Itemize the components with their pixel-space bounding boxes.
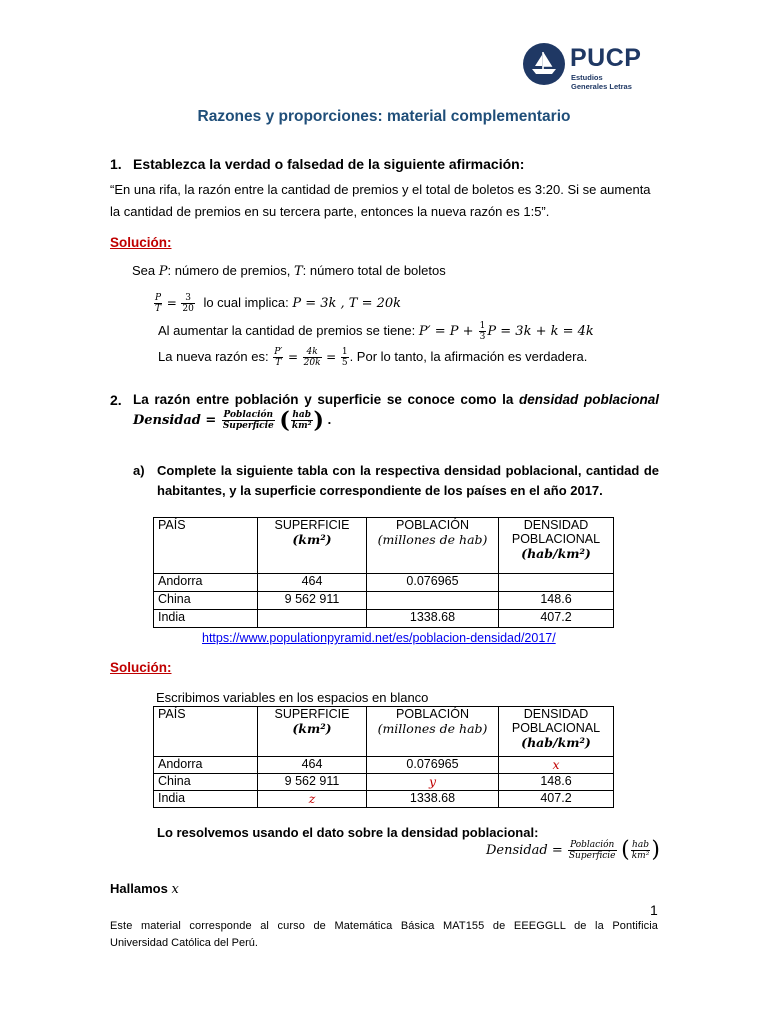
q2-a-line1: Complete la siguiente tabla con la respectiva densidad poblacional, cantidad de (157, 463, 659, 478)
pucp-seal-icon (522, 42, 566, 86)
th2-pais: PAÍS (154, 707, 258, 757)
frac-3-20: $\frac{3}{20}$ (182, 293, 194, 314)
q1-number: 1. (110, 156, 122, 172)
density-word-2: Densidad (486, 842, 548, 858)
frac-1-5: $\frac{1}{5}$ (341, 347, 348, 368)
frac-pob-sup-2: $\frac{\text{Población}}{\text{Superficie}}$ (568, 840, 616, 861)
q2-density-formula: Densidad = $\frac{\text{Población}}{\text{Superficie}}$ ( $\frac{\text{hab}}{\text{km²}}$ ) . (133, 407, 332, 434)
q2-solution-label: Solución: (110, 660, 172, 675)
q2-intro-line (133, 392, 659, 407)
frac-p-t: $\frac{P}{T}$ (155, 293, 162, 314)
conclusion-text: . Por lo tanto, la afirmación es verdadera. (349, 348, 588, 364)
th-poblacion: POBLACIÓN (millones de hab) (367, 518, 499, 574)
var-p: P (158, 264, 168, 279)
q2-term: densidad poblacional (519, 392, 659, 407)
implica-text: lo cual implica: (203, 294, 289, 310)
frac-4k-20k: $\frac{4k}{20k}$ (303, 347, 321, 368)
page-title: Razones y proporciones: material complementario (197, 108, 571, 125)
table2-header-row (154, 707, 614, 757)
q1-sea-line (132, 263, 446, 279)
density-formula-2: Densidad = $\frac{\text{Población}}{\text{Superficie}}$ ( $\frac{\text{hab}}{\text{km²}}$ ) (486, 837, 660, 863)
table-row: India z 1338.68 407.2 (154, 791, 614, 808)
q2-a-line2: habitantes, y la superficie correspondiente de los países en el año 2017. (157, 483, 603, 498)
q1-statement: Establezca la verdad o falsedad de la siguiente afirmación: (133, 156, 525, 172)
frac-1-3: $\frac{1}{3}$ (479, 321, 486, 342)
hallamos-line (110, 881, 179, 897)
density-table-1 (153, 517, 614, 628)
table-row: Andorra 464 0.076965 x (154, 757, 614, 774)
q1-nueva-line: La nueva razón es: $\frac{P'}{T}$ = $\frac{4k}{20k}$ = $\frac{1}{5}$ . Por lo tanto, la afirmación es verdadera. (158, 347, 588, 368)
logo-text: PUCP (570, 44, 642, 72)
q1-aumentar-line: Al aumentar la cantidad de premios se tiene: P′ = P + $\frac{1}{3}$ P = 3k + k = 4k (158, 321, 594, 342)
table-row: China 9 562 911 148.6 (154, 592, 614, 610)
resolvemos-text: Lo resolvemos usando el dato sobre la densidad poblacional: (157, 825, 539, 840)
escribimos-text: Escribimos variables en los espacios en blanco (156, 690, 429, 705)
implica-eq: P = 3k , T = 20k (292, 295, 402, 311)
th-densidad: DENSIDAD POBLACIONAL (hab/km²) (499, 518, 614, 574)
table-row: China 9 562 911 y 148.6 (154, 774, 614, 791)
logo-sub2: Generales Letras (571, 82, 632, 91)
q1-quote-line2: la cantidad de premios en su tercera parte, entonces la nueva razón es 1:5”. (110, 204, 550, 219)
var-t: T (293, 264, 303, 279)
density-table-2 (153, 706, 614, 808)
page-number: 1 (650, 902, 658, 918)
table-row: Andorra 464 0.076965 (154, 574, 614, 592)
footer-line2: Universidad Católica del Perú. (110, 937, 258, 949)
frac-hab-km2-2: $\frac{\text{hab}}{\text{km²}}$ (631, 840, 650, 861)
q2-a-label: a) (133, 463, 145, 478)
nueva-text: La nueva razón es: (158, 348, 269, 364)
th2-poblacion: POBLACIÓN (millones de hab) (367, 707, 499, 757)
aumentar-text: Al aumentar la cantidad de premios se tiene: (158, 322, 416, 338)
frac-pob-sup: $\frac{\text{Población}}{\text{Superficie}}$ (222, 410, 274, 431)
frac-hab-km2: $\frac{\text{hab}}{\text{km²}}$ (291, 410, 312, 431)
table1-header-row (154, 518, 614, 574)
q1-solution-label: Solución: (110, 235, 172, 250)
density-word: Densidad (133, 412, 201, 428)
hallamos-text: Hallamos (110, 881, 168, 896)
footer-line1: Este material corresponde al curso de Matemática Básica MAT155 de EEEGGLL de la Pontificia (110, 920, 658, 932)
q2-number: 2. (110, 392, 122, 408)
sea-word: Sea (132, 263, 156, 278)
q2-intro: La razón entre población y superficie se conoce como la (133, 392, 514, 407)
table-row: India 1338.68 407.2 (154, 610, 614, 628)
logo-sub1: Estudios (571, 73, 603, 82)
th-pais: PAÍS (154, 518, 258, 574)
desc-p: : número de premios, (167, 263, 291, 278)
th-superficie: SUPERFICIE (km²) (258, 518, 367, 574)
th2-densidad: DENSIDAD POBLACIONAL (hab/km²) (499, 707, 614, 757)
pucp-logo (522, 40, 652, 92)
th2-superficie: SUPERFICIE (km²) (258, 707, 367, 757)
q1-ratio-line: $\frac{P}{T}$ = $\frac{3}{20}$ lo cual implica: P = 3k , T = 20k (155, 293, 402, 314)
hallamos-var: x (171, 882, 179, 897)
frac-pprime-t: $\frac{P'}{T}$ (274, 347, 283, 368)
desc-t: : número total de boletos (302, 263, 446, 278)
source-link[interactable]: https://www.populationpyramid.net/es/poblacion-densidad/2017/ (202, 631, 556, 645)
q1-quote-line1: “En una rifa, la razón entre la cantidad de premios y el total de boletos es 3:20. Si se aumenta (110, 182, 651, 197)
